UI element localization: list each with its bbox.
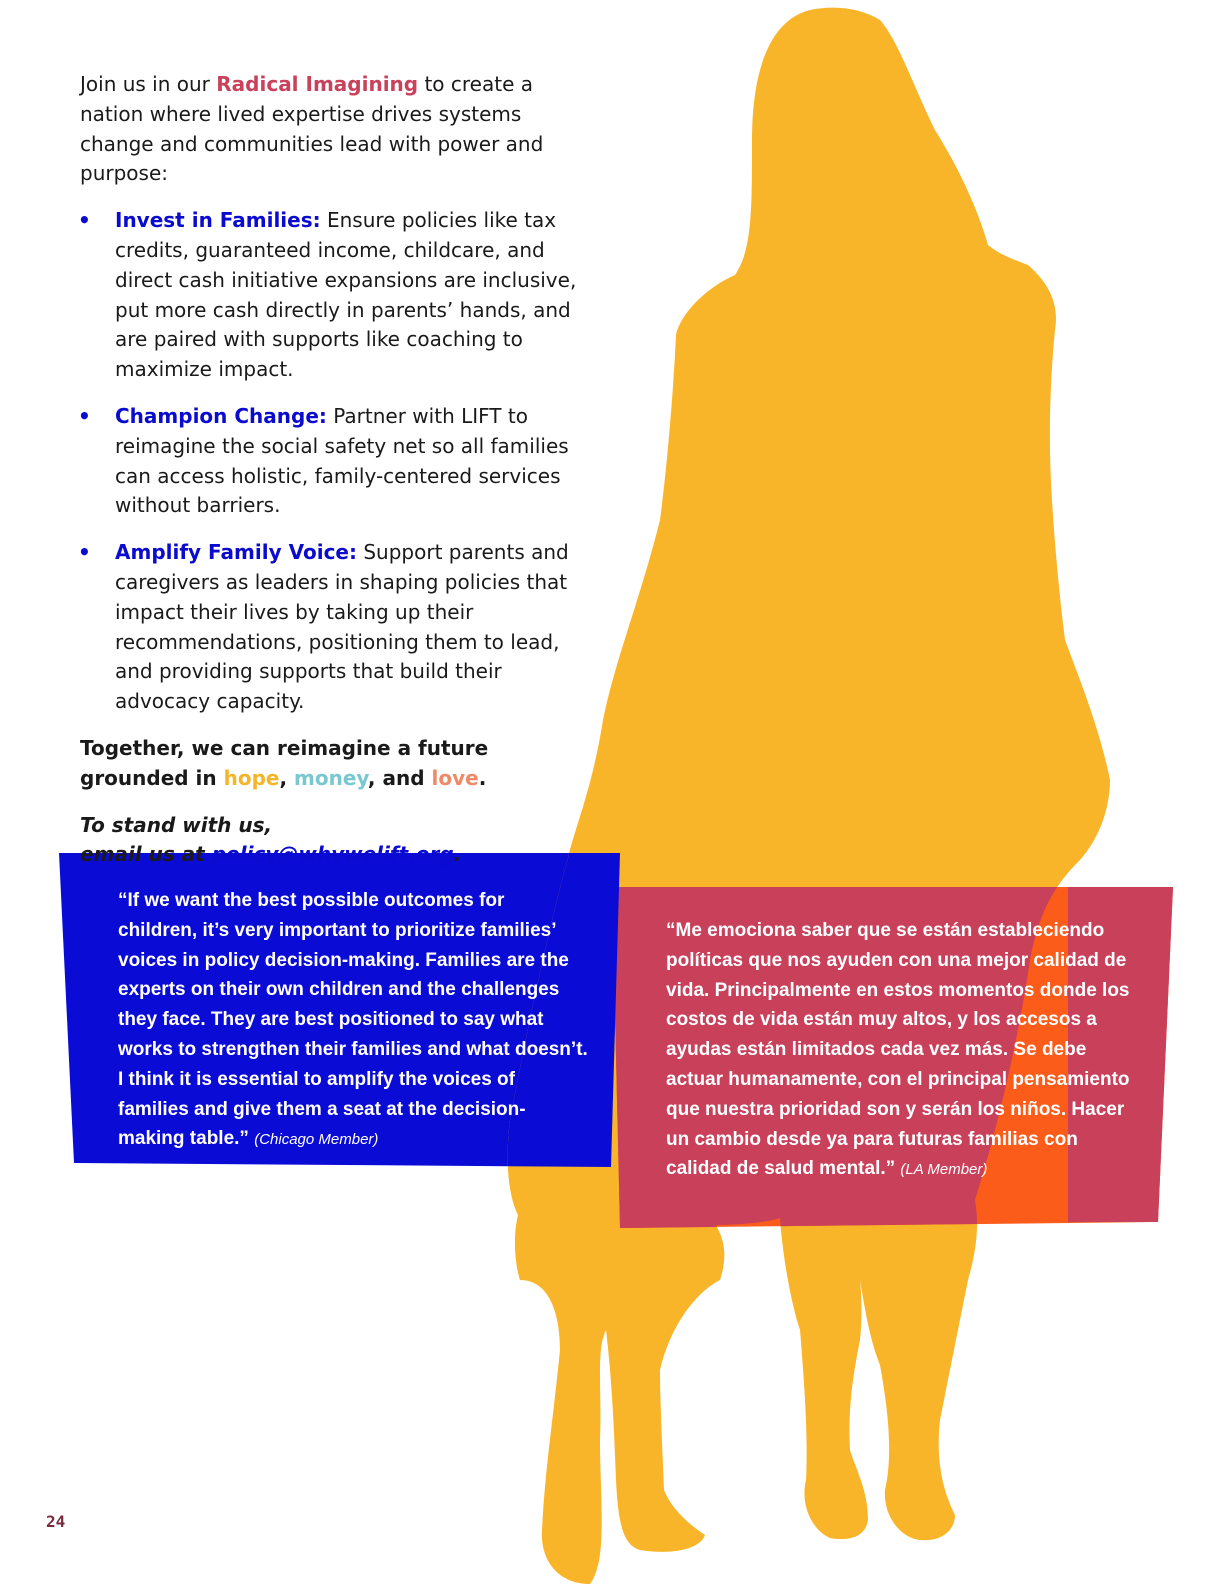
ask-text: Partner with LIFT to reimagine the social safety net so all families can access holistic, family-centered services without barriers. [115,403,569,518]
la-member-quote [666,916,1136,1185]
list-item [80,402,600,521]
quote-text: “Me emociona saber que se están estableciendo políticas que nos ayuden con una mejor calidad de vida. Principalmente en estos momentos donde los costos de vida están muy altos, y los accesos a ayudas están limitados cada vez más. Se debe actuar humanamente, con el principal pensamiento que nuestra prioridad son y serán los niños. Hacer un cambio desde ya para futuras familias con calidad de salud mental.” [666,920,1130,1180]
ask-text: Ensure policies like tax credits, guaranteed income, childcare, and direct cash initiative expansions are inclusive, put more cash directly in parents’ hands, and are paired with supports like coaching to maximize impact. [115,208,577,382]
quote-attribution: (LA Member) [900,1161,988,1179]
asks-list [80,206,600,717]
quote-text: “If we want the best possible outcomes for children, it’s very important to prioritize families’ voices in policy decision-making. Families are the experts on their own children and the challenges they face. They are best positioned to say what works to strengthen their families and what doesn’t. I think it is essential to amplify the voices of families and give them a seat at the decision-making table.” [118,890,588,1150]
ask-title: Invest in Families: [115,208,321,233]
bullet-icon: • [78,208,91,233]
email-link[interactable]: policy@whywelift.org [211,842,454,867]
word-love: love [431,765,479,790]
chicago-member-quote [118,886,588,1155]
main-text-column [80,70,600,887]
list-item [80,206,600,385]
cta-line1: To stand with us, [80,812,273,837]
list-item [80,538,600,717]
quote-attribution: (Chicago Member) [254,1131,379,1149]
closing-statement: Together, we can reimagine a future grounded in hope, money, and love. [80,735,489,790]
ask-title: Champion Change: [115,403,327,428]
word-money: money [294,765,368,790]
call-to-action: To stand with us, email us at policy@whywelift.org. [80,812,462,867]
ask-text: Support parents and caregivers as leaders in shaping policies that impact their lives by taking up their recommendations, positioning them to lead, and providing supports that build their advocacy capacity. [115,540,569,714]
intro-paragraph: Join us in our Radical Imagining to create a nation where lived expertise drives systems change and communities lead with power and purpose: [80,72,544,186]
page-number: 24 [46,1512,66,1531]
bullet-icon: • [78,403,91,428]
bullet-icon: • [78,540,91,565]
word-hope: hope [223,765,280,790]
ask-title: Amplify Family Voice: [115,540,357,565]
radical-imagining-highlight: Radical Imagining [216,72,419,96]
